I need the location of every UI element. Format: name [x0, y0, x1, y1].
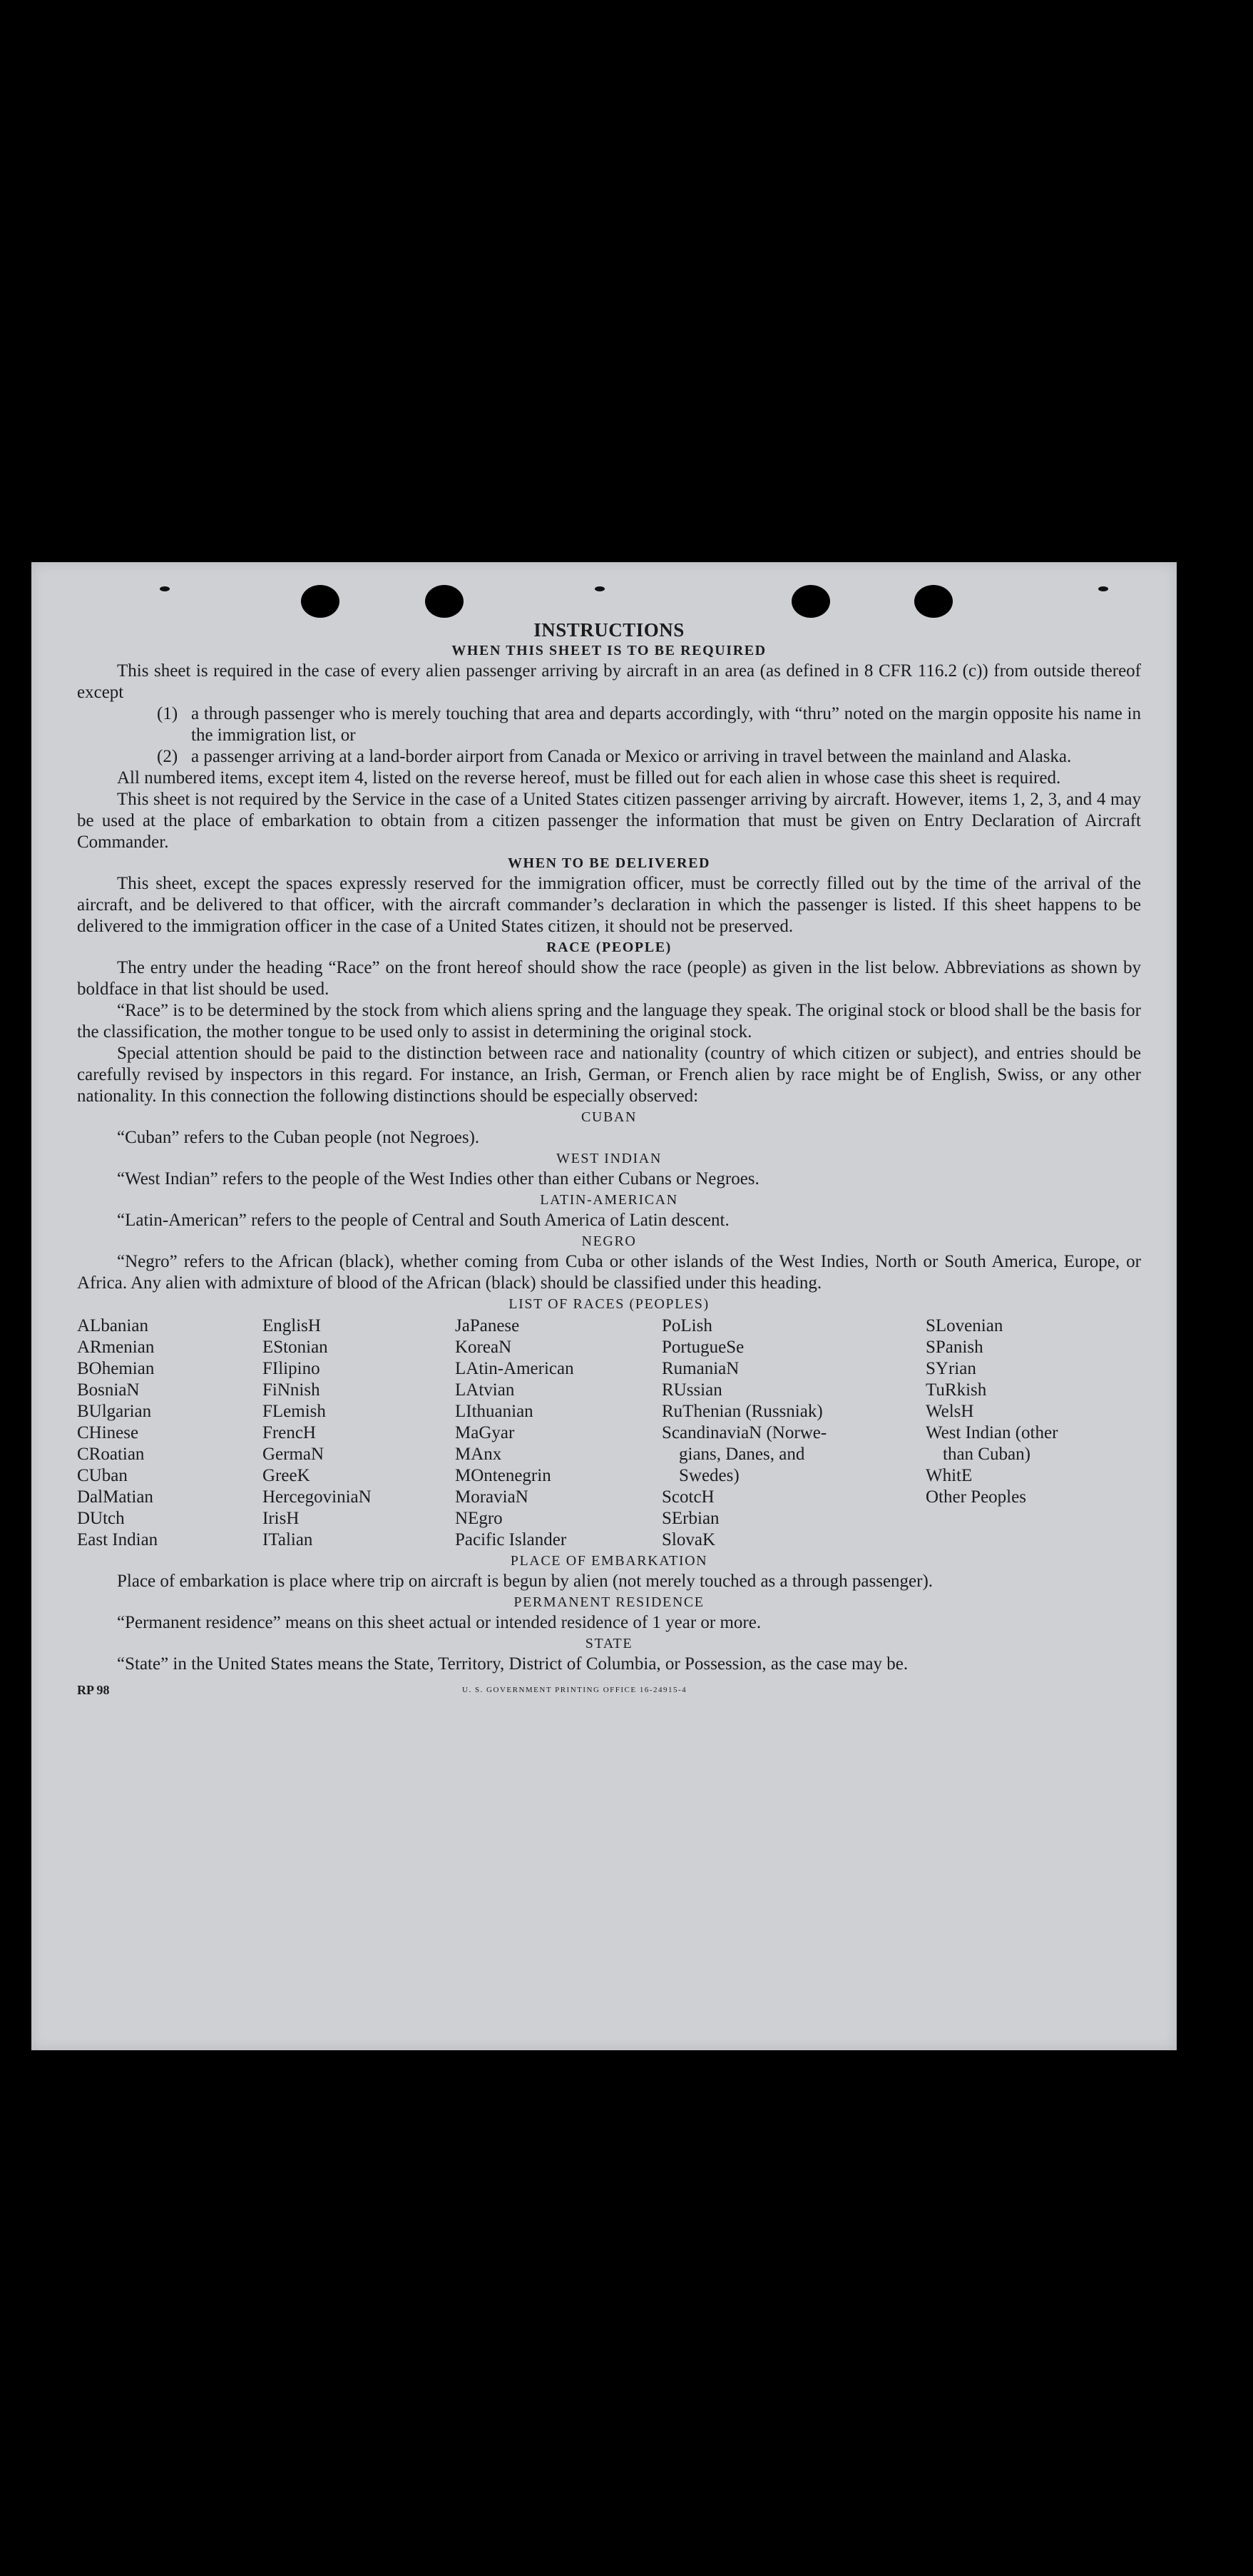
- races-column: [262, 1315, 455, 1551]
- section-heading-embarkation: PLACE OF EMBARKATION: [510, 1553, 708, 1569]
- printer-imprint: U. S. GOVERNMENT PRINTING OFFICE 16-24915-4: [462, 1686, 687, 1694]
- state-text: “State” in the United States means the State, Territory, District of Columbia, or Possession, as the case may be.: [117, 1654, 909, 1674]
- race-item: JaPanese: [455, 1316, 520, 1335]
- race-item: CHinese: [77, 1423, 139, 1442]
- race-item: BUlgarian: [77, 1402, 152, 1421]
- exception-number: (2): [157, 747, 178, 766]
- race-item: DalMatian: [77, 1487, 153, 1507]
- section-heading-negro: NEGRO: [581, 1233, 637, 1249]
- punch-hole: [425, 585, 464, 618]
- race-item: BOhemian: [77, 1359, 155, 1378]
- section-heading-cuban: CUBAN: [581, 1109, 637, 1125]
- race-item: RUssian: [662, 1380, 722, 1400]
- race-item-continued: Swedes): [679, 1466, 740, 1485]
- footer: [77, 1679, 1141, 1701]
- race-para-1: The entry under the heading “Race” on the front hereof should show the race (people) as given in the list below. Abbreviations as shown by boldface in that list should be used.: [77, 958, 1141, 999]
- race-item: WelsH: [926, 1402, 974, 1421]
- race-para-2: “Race” is to be determined by the stock from which aliens spring and the language they speak. The original stock or blood shall be the basis for the classification, the mother tongue to be used only to assist in determining the original stock.: [77, 1001, 1141, 1042]
- race-item: WhitE: [926, 1466, 973, 1485]
- exception-text: a passenger arriving at a land-border airport from Canada or Mexico or arriving in travel between the mainland and Alaska.: [191, 747, 1072, 766]
- required-intro: This sheet is required in the case of every alien passenger arriving by aircraft in an area (as defined in 8 CFR 116.2 (c)) from outside thereof except: [77, 661, 1141, 702]
- speck-mark: [595, 586, 605, 591]
- race-item: Pacific Islander: [455, 1530, 567, 1549]
- speck-mark: [1098, 586, 1108, 591]
- section-heading-latin-american: LATIN-AMERICAN: [540, 1192, 678, 1208]
- race-item-continued: gians, Danes, and: [679, 1445, 805, 1464]
- race-item: CRoatian: [77, 1445, 145, 1464]
- race-item: LIthuanian: [455, 1402, 533, 1421]
- race-item: RumaniaN: [662, 1359, 740, 1378]
- exception-item: [157, 703, 1141, 746]
- race-item: East Indian: [77, 1530, 158, 1549]
- document-sheet: [31, 562, 1177, 2050]
- race-item: FrencH: [262, 1423, 316, 1442]
- races-column: [926, 1315, 1141, 1551]
- race-item: ITalian: [262, 1530, 313, 1549]
- race-item: RuThenian (Russniak): [662, 1402, 823, 1421]
- race-item: EStonian: [262, 1338, 328, 1357]
- race-item: SYrian: [926, 1359, 976, 1378]
- race-item: FIlipino: [262, 1359, 320, 1378]
- race-item: PoLish: [662, 1316, 712, 1335]
- speck-mark: [160, 586, 170, 591]
- race-item: BosniaN: [77, 1380, 140, 1400]
- west-indian-text: “West Indian” refers to the people of the West Indies other than either Cubans or Negroes.: [117, 1169, 760, 1188]
- race-item: SPanish: [926, 1338, 983, 1357]
- race-item: ScandinaviaN (Norwe-: [662, 1423, 827, 1442]
- punch-hole: [301, 585, 339, 618]
- negro-text: “Negro” refers to the African (black), whether coming from Cuba or other islands of the West Indies, North or South America, Europe, or Africa. Any alien with admixture of blood of the African (black) should be classified under this heading.: [77, 1252, 1141, 1293]
- race-item: MAnx: [455, 1445, 502, 1464]
- section-heading-residence: PERMANENT RESIDENCE: [513, 1594, 705, 1610]
- race-item: GermaN: [262, 1445, 324, 1464]
- race-item: KoreaN: [455, 1338, 512, 1357]
- race-item: Other Peoples: [926, 1487, 1026, 1507]
- race-item: PortugueSe: [662, 1338, 745, 1357]
- exception-item: [157, 746, 1141, 768]
- race-item: ScotcH: [662, 1487, 715, 1507]
- punch-hole: [914, 585, 953, 618]
- race-item: HercegoviniaN: [262, 1487, 372, 1507]
- race-item: NEgro: [455, 1509, 503, 1528]
- race-item: LAtvian: [455, 1380, 515, 1400]
- page-title: INSTRUCTIONS: [533, 619, 685, 641]
- race-item: West Indian (other: [926, 1423, 1058, 1442]
- race-item: IrisH: [262, 1509, 300, 1528]
- race-item: FLemish: [262, 1402, 326, 1421]
- race-item: EnglisH: [262, 1316, 321, 1335]
- race-item: LAtin-American: [455, 1359, 574, 1378]
- race-item: SErbian: [662, 1509, 720, 1528]
- embarkation-text: Place of embarkation is place where trip on aircraft is begun by alien (not merely touched as a through passenger).: [117, 1572, 934, 1591]
- race-item: ARmenian: [77, 1338, 155, 1357]
- race-item: DUtch: [77, 1509, 125, 1528]
- exception-number: (1): [157, 704, 178, 723]
- race-item: TuRkish: [926, 1380, 987, 1400]
- punch-hole: [792, 585, 830, 618]
- section-heading-races-list: LIST OF RACES (PEOPLES): [508, 1296, 710, 1312]
- latin-american-text: “Latin-American” refers to the people of Central and South America of Latin descent.: [117, 1211, 730, 1230]
- residence-text: “Permanent residence” means on this sheet actual or intended residence of 1 year or more.: [117, 1613, 762, 1632]
- race-item: CUban: [77, 1466, 128, 1485]
- form-number: RP 98: [77, 1683, 110, 1697]
- section-heading-west-indian: WEST INDIAN: [556, 1151, 662, 1166]
- section-heading-race: RACE (PEOPLE): [546, 940, 672, 955]
- race-item: MoraviaN: [455, 1487, 528, 1507]
- race-item: MaGyar: [455, 1423, 515, 1442]
- race-item: GreeK: [262, 1466, 310, 1485]
- delivered-text: This sheet, except the spaces expressly reserved for the immigration officer, must be correctly filled out by the time of the arrival of the aircraft, and be delivered to that officer, with the aircraft commander’s declaration in which the passenger is listed. If this sheet happens to be delivered to the immigration officer in the case of a United States citizen, it should not be preserved.: [77, 874, 1141, 936]
- race-item: SlovaK: [662, 1530, 715, 1549]
- race-para-3: Special attention should be paid to the distinction between race and nationality (country of which citizen or subject), and entries should be carefully revised by inspectors in this regard. For instance, an Irish, German, or French alien by race might be of English, Swiss, or any other nationality. In this connection the following distinctions should be especially observed:: [77, 1044, 1141, 1106]
- exception-text: a through passenger who is merely touching that area and departs accordingly, with “thru” noted on the margin opposite his name in the immigration list, or: [191, 704, 1141, 745]
- race-item: SLovenian: [926, 1316, 1003, 1335]
- instructions-content: [77, 619, 1141, 1701]
- race-item: MOntenegrin: [455, 1466, 551, 1485]
- races-column: [455, 1315, 662, 1551]
- races-column: [662, 1315, 926, 1551]
- cuban-text: “Cuban” refers to the Cuban people (not Negroes).: [117, 1128, 480, 1147]
- races-column: [77, 1315, 262, 1551]
- races-table: [77, 1315, 1141, 1551]
- race-item-continued: than Cuban): [943, 1445, 1030, 1464]
- race-item: FiNnish: [262, 1380, 320, 1400]
- required-para-3: This sheet is not required by the Service in the case of a United States citizen passenger arriving by aircraft. However, items 1, 2, 3, and 4 may be used at the place of embarkation to obtain from a citizen passenger the information that must be given on Entry Declaration of Aircraft Commander.: [77, 790, 1141, 852]
- section-heading-delivered: WHEN TO BE DELIVERED: [507, 855, 711, 871]
- race-item: ALbanian: [77, 1316, 148, 1335]
- section-heading-required: WHEN THIS SHEET IS TO BE REQUIRED: [451, 643, 767, 658]
- required-para-2: All numbered items, except item 4, listed on the reverse hereof, must be filled out for each alien in whose case this sheet is required.: [117, 768, 1061, 788]
- section-heading-state: STATE: [585, 1636, 633, 1651]
